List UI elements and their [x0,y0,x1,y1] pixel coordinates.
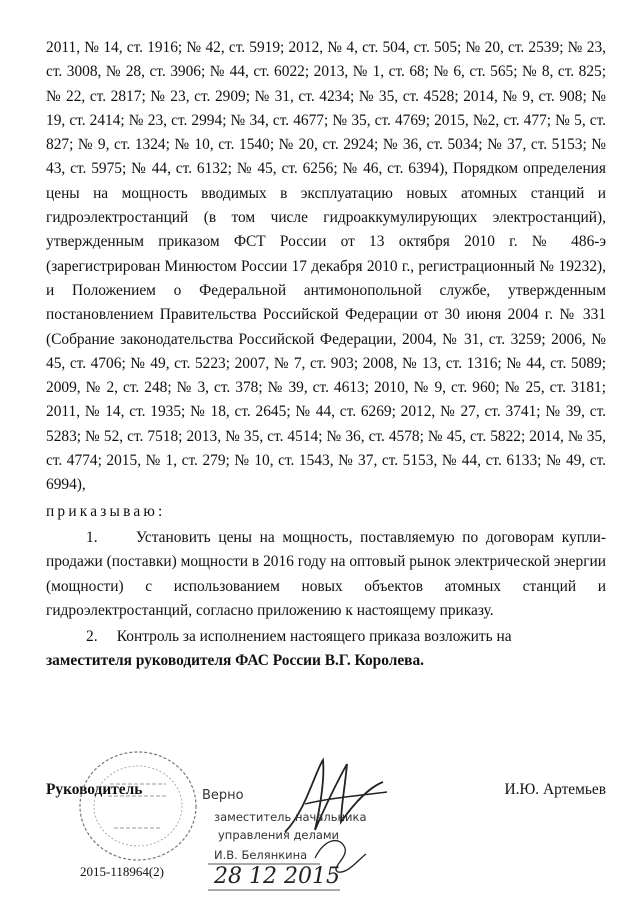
stamp-verno: Верно [202,788,244,803]
order-item-1: 1. Установить цены на мощность, поставляемую по договорам купли-продажи (поставки) мощности в 2016 году на оптовый рынок электрической энергии (мощности) с использованием новых объектов атомных станций и гидроэлектростанций, согласно приложению к настоящему приказу. [46,528,606,619]
stamp-signature [310,828,370,878]
order-body [46,36,606,674]
signatory-title: Руководитель [46,781,143,798]
stamp-position-line-1: заместитель начальника [214,810,367,824]
legal-references-paragraph: 2011, № 14, ст. 1916; № 42, ст. 5919; 2012, № 4, ст. 504, ст. 505; № 20, ст. 2539; № 23, ст. 3008, № 28, ст. 3906; № 44, ст. 6022; 2013, № 1, ст. 68; № 6, ст. 565; № 8, ст. 825; № 22, ст. 2817; № 23, ст. 2909; № 31, ст. 4234; № 35, ст. 4528; 2014, № 9, ст. 908; № 19, ст. 2414; № 23, ст. 2994; № 34, ст. 4677; № 35, ст. 4769; 2015, №2, ст. 477; № 5, ст. 827; № 9, ст. 1324; № 10, ст. 1540; № 20, ст. 2924; № 36, ст. 5034; № 37, ст. 5153; № 43, ст. 5975; № 44, ст. 6132; № 45, ст. 6256; № 46, ст. 6394), Порядком определения цены на мощность вводимых в эксплуатацию новых атомных станций и гидроэлектростанций (в том числе гидроаккумулирующих электростанций), утвержденным приказом ФСТ России от 13 октября 2010 г. № 486-э (зарегистрирован Минюстом России 17 декабря 2010 г., регистрационный № 19232), и Положением о Федеральной антимонопольной службе, утвержденным постановлением Правительства Российской Федерации от 30 июня 2004 г. № 331 (Собрание законодательства Российской Федерации, 2004, № 31, ст. 3259; 2006, № 45, ст. 4706; № 49, ст. 5223; 2007, № 7, ст. 903; 2008, № 13, ст. 1316; № 44, ст. 5089; 2009, № 2, ст. 248; № 3, ст. 378; № 39, ст. 4613; 2010, № 9, ст. 960; № 25, ст. 3181; 2011, № 14, ст. 1935; № 18, ст. 2645; № 44, ст. 6269; 2012, № 27, ст. 3741; № 39, ст. 5283; № 52, ст. 7518; 2013, № 35, ст. 4514; № 36, ст. 4578; № 45, ст. 5822; 2014, № 35, ст. 4774; 2015, № 1, ст. 279; № 10, ст. 1543, № 37, ст. 5153, № 44, ст. 6133; № 49, ст. 6994), [46,39,606,494]
order-item-2-line-1: 2. Контроль за исполнением настоящего приказа возложить на [86,628,512,646]
stamp-position-line-2: управления делами [218,828,340,842]
document-registration-number: 2015-118964(2) [80,864,165,879]
signatory-name: И.Ю. Артемьев [504,781,606,798]
stamp-date: 28 12 2015 [214,864,340,889]
stamp-name: И.В. Белянкина [214,848,308,862]
order-item-2-line-2: заместителя руководителя ФАС России В.Г. Королева. [46,652,425,670]
official-seal [70,748,200,868]
order-word: приказываю: [46,502,166,520]
